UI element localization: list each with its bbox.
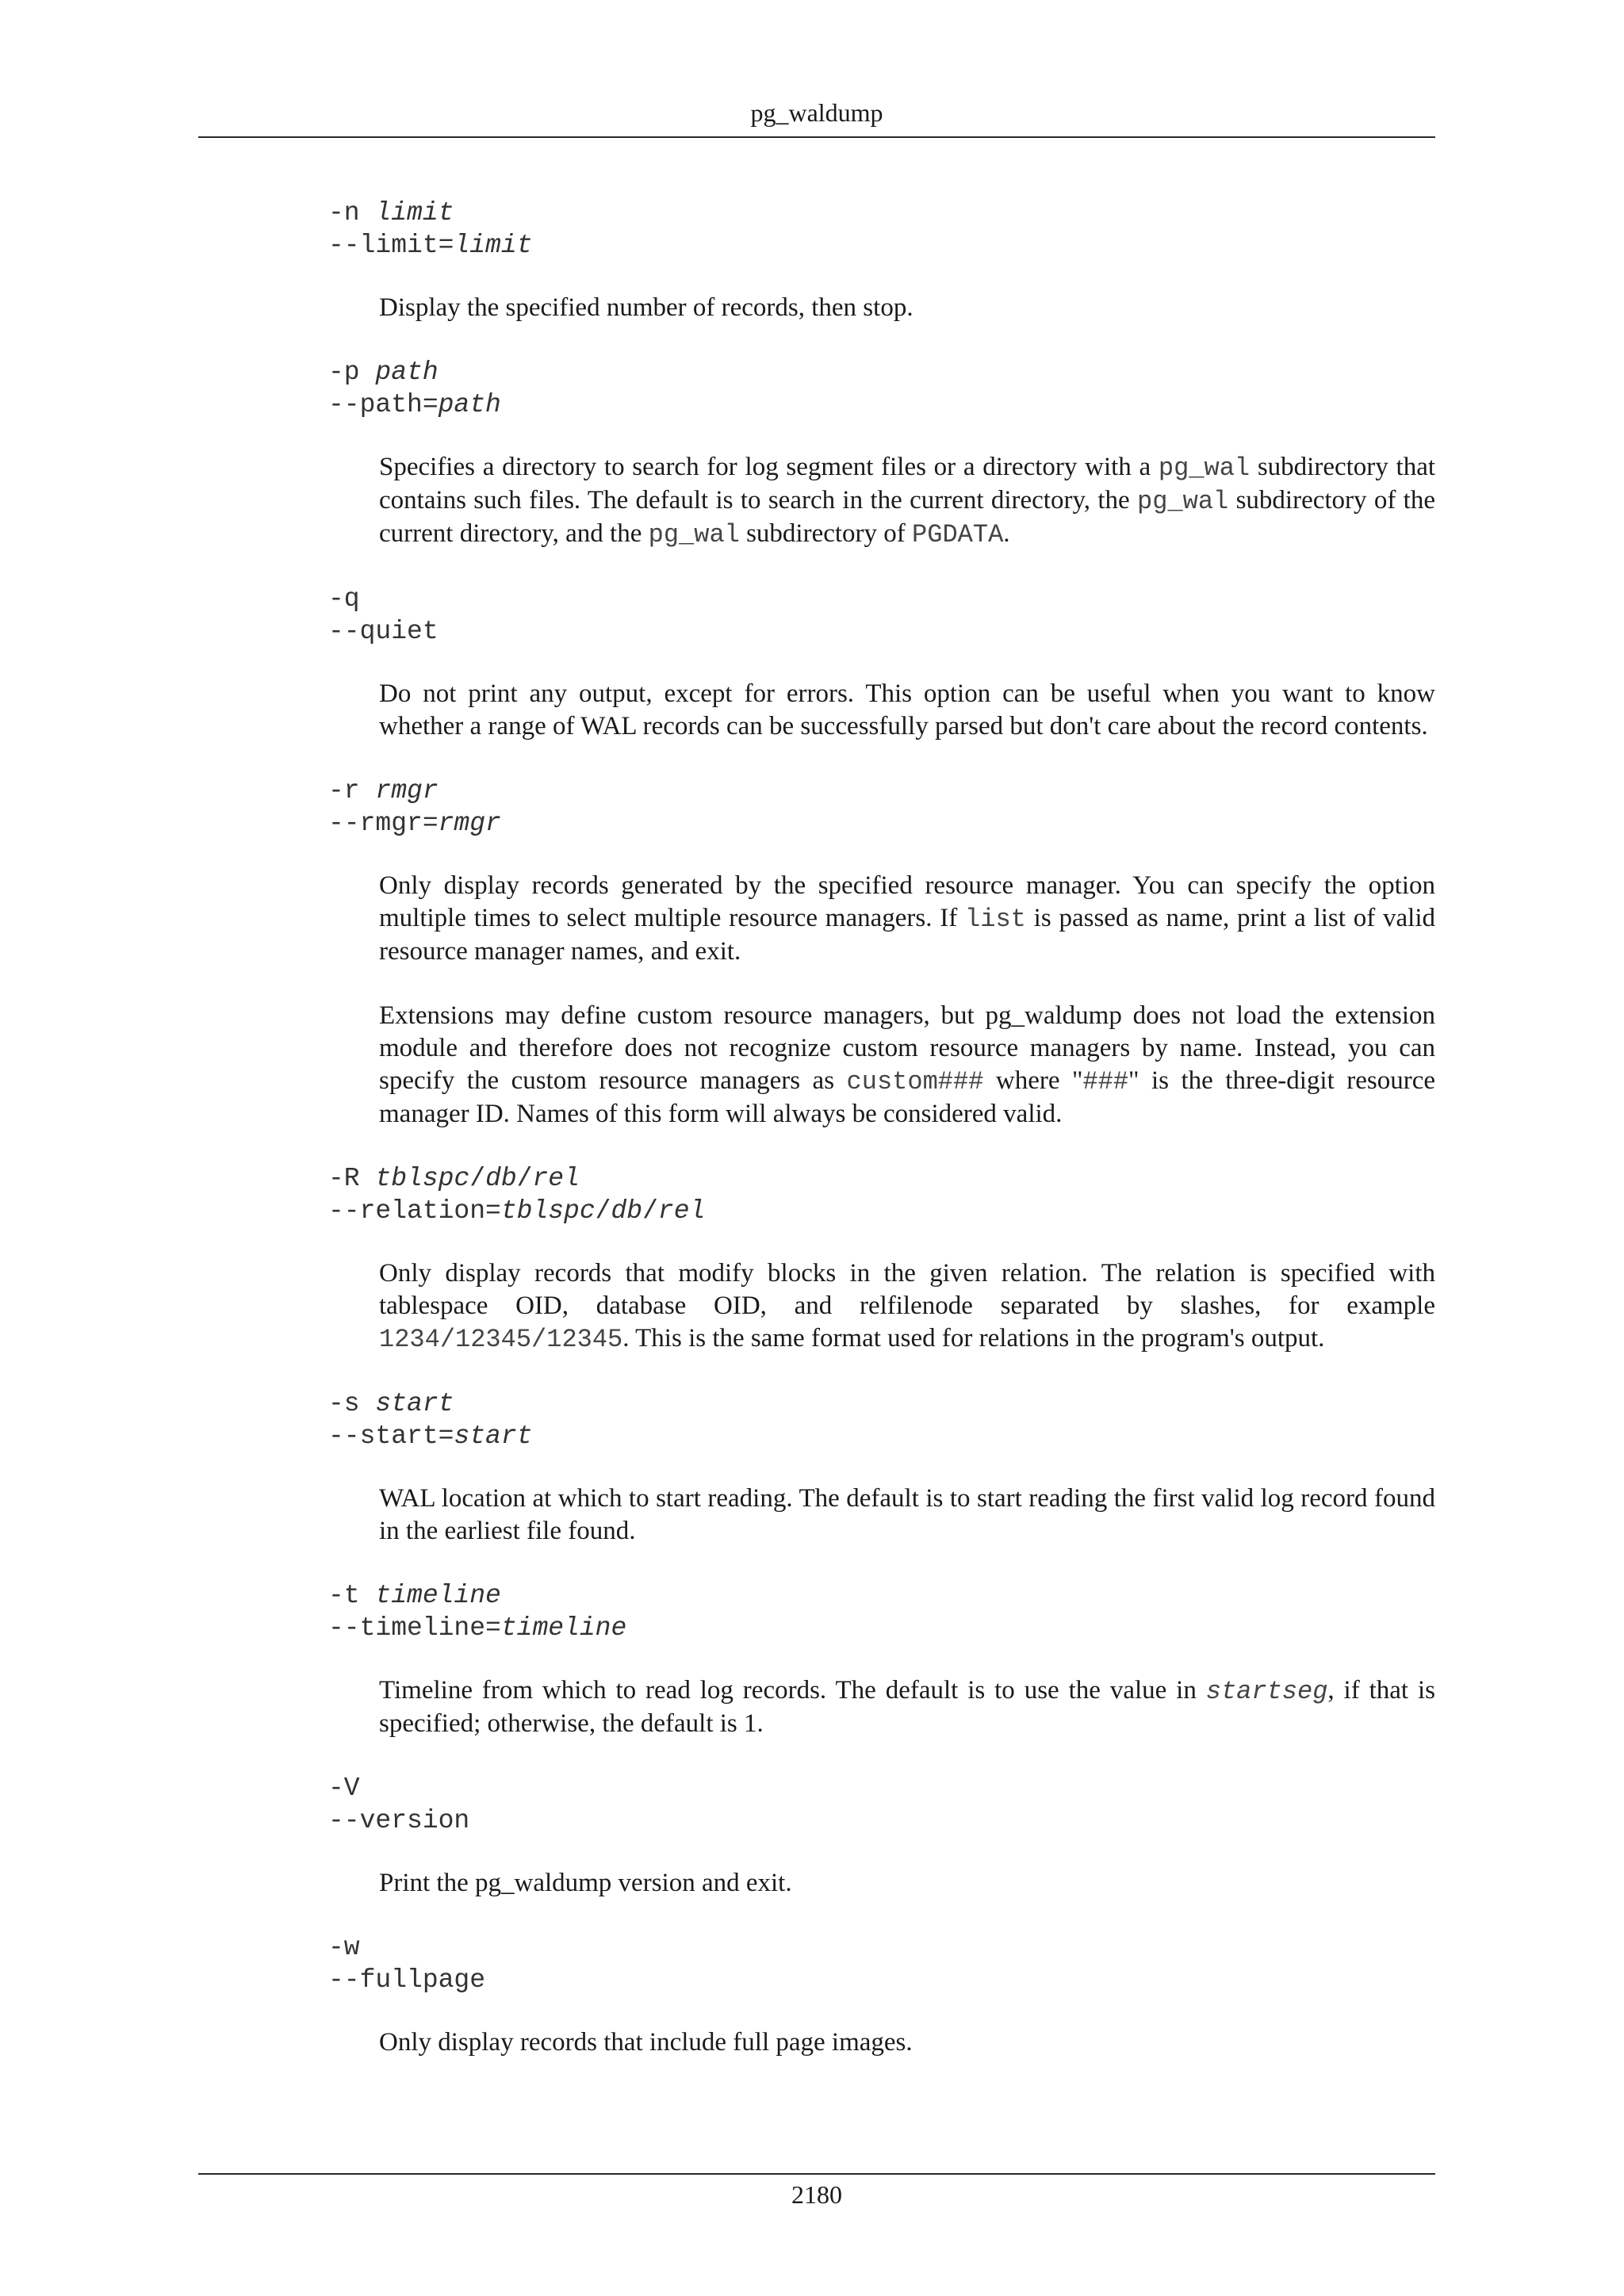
option-short: -n limit bbox=[328, 198, 454, 228]
header-rule bbox=[198, 136, 1435, 138]
option-limit bbox=[328, 197, 1435, 324]
option-long: --path=path bbox=[328, 390, 501, 419]
option-description: Print the pg_waldump version and exit. bbox=[379, 1869, 792, 1897]
option-short: -w bbox=[328, 1933, 360, 1962]
option-long: --relation=tblspc/db/rel bbox=[328, 1196, 706, 1226]
code-pg-wal: pg_wal bbox=[1137, 487, 1229, 516]
option-long: --fullpage bbox=[328, 1965, 486, 1995]
option-fullpage bbox=[328, 1931, 1435, 2059]
option-rmgr bbox=[328, 775, 1435, 1131]
option-description: Specifies a directory to search for log segment files or a directory with a pg_wal subdirectory that contains such files. The default is to search in the current directory, the pg_wal subdirectory of the current directory, and the pg_wal subdirectory of PGDATA. bbox=[379, 453, 1436, 549]
option-version bbox=[328, 1772, 1435, 1900]
option-description: Do not print any output, except for errors. This option can be useful when you want to know whether a range of WAL records can be successfully parsed but don't care about the record contents. bbox=[379, 679, 1435, 740]
code-list: list bbox=[965, 905, 1026, 934]
option-short: -V bbox=[328, 1774, 360, 1803]
code-custom: custom### bbox=[846, 1067, 984, 1096]
code-pg-wal: pg_wal bbox=[1158, 453, 1251, 483]
option-timeline bbox=[328, 1579, 1435, 1740]
option-long: --start=start bbox=[328, 1422, 533, 1451]
option-list bbox=[328, 197, 1435, 2091]
option-long: --limit=limit bbox=[328, 231, 533, 260]
option-long: --version bbox=[328, 1806, 470, 1835]
option-short: -r rmgr bbox=[328, 776, 439, 806]
option-relation bbox=[328, 1162, 1435, 1356]
option-description: Only display records that modify blocks in the given relation. The relation is specified with tablespace OID, database OID, and relfilenode separated by slashes, for example 1234/12345/12345. This is the same format used for relations in the program's output. bbox=[379, 1259, 1435, 1354]
option-long: --timeline=timeline bbox=[328, 1613, 627, 1643]
option-quiet bbox=[328, 583, 1435, 743]
option-short: -q bbox=[328, 584, 360, 614]
code-hashes: ### bbox=[1082, 1067, 1129, 1096]
option-description: Display the specified number of records, then stop. bbox=[379, 293, 914, 322]
option-long: --quiet bbox=[328, 617, 439, 646]
option-start bbox=[328, 1387, 1435, 1548]
option-short: -p path bbox=[328, 358, 439, 387]
option-short: -R tblspc/db/rel bbox=[328, 1164, 580, 1193]
option-description: Only display records that include full page images. bbox=[379, 2028, 913, 2057]
option-long: --rmgr=rmgr bbox=[328, 809, 501, 838]
code-relation-example: 1234/12345/12345 bbox=[379, 1325, 623, 1354]
code-pgdata: PGDATA bbox=[912, 520, 1004, 549]
page-number: 2180 bbox=[791, 2180, 842, 2209]
option-path bbox=[328, 356, 1435, 551]
option-description: Timeline from which to read log records. The default is to use the value in startseg, if that is specified; otherwise, the default is 1. bbox=[379, 1676, 1436, 1738]
code-startseg: startseg bbox=[1205, 1677, 1328, 1706]
code-pg-wal: pg_wal bbox=[648, 520, 740, 549]
option-description: WAL location at which to start reading. The default is to start reading the first valid log record found in the earliest file found. bbox=[379, 1484, 1435, 1545]
option-short: -t timeline bbox=[328, 1581, 501, 1610]
option-short: -s start bbox=[328, 1389, 454, 1418]
option-description: Only display records generated by the specified resource manager. You can specify the option multiple times to select multiple resource managers. If list is passed as name, print a list of valid resource manager names, and exit. Extensions may define custom resource managers, but pg_waldump does not load the extension module and therefore does not recognize custom resource managers by name. Instead, you can specify the custom resource managers as custom### where "###" is the three-digit resource manager ID. Names of this form will always be considered valid. bbox=[379, 871, 1435, 1128]
page-header-title: pg_waldump bbox=[750, 98, 883, 127]
footer-rule bbox=[198, 2173, 1435, 2175]
